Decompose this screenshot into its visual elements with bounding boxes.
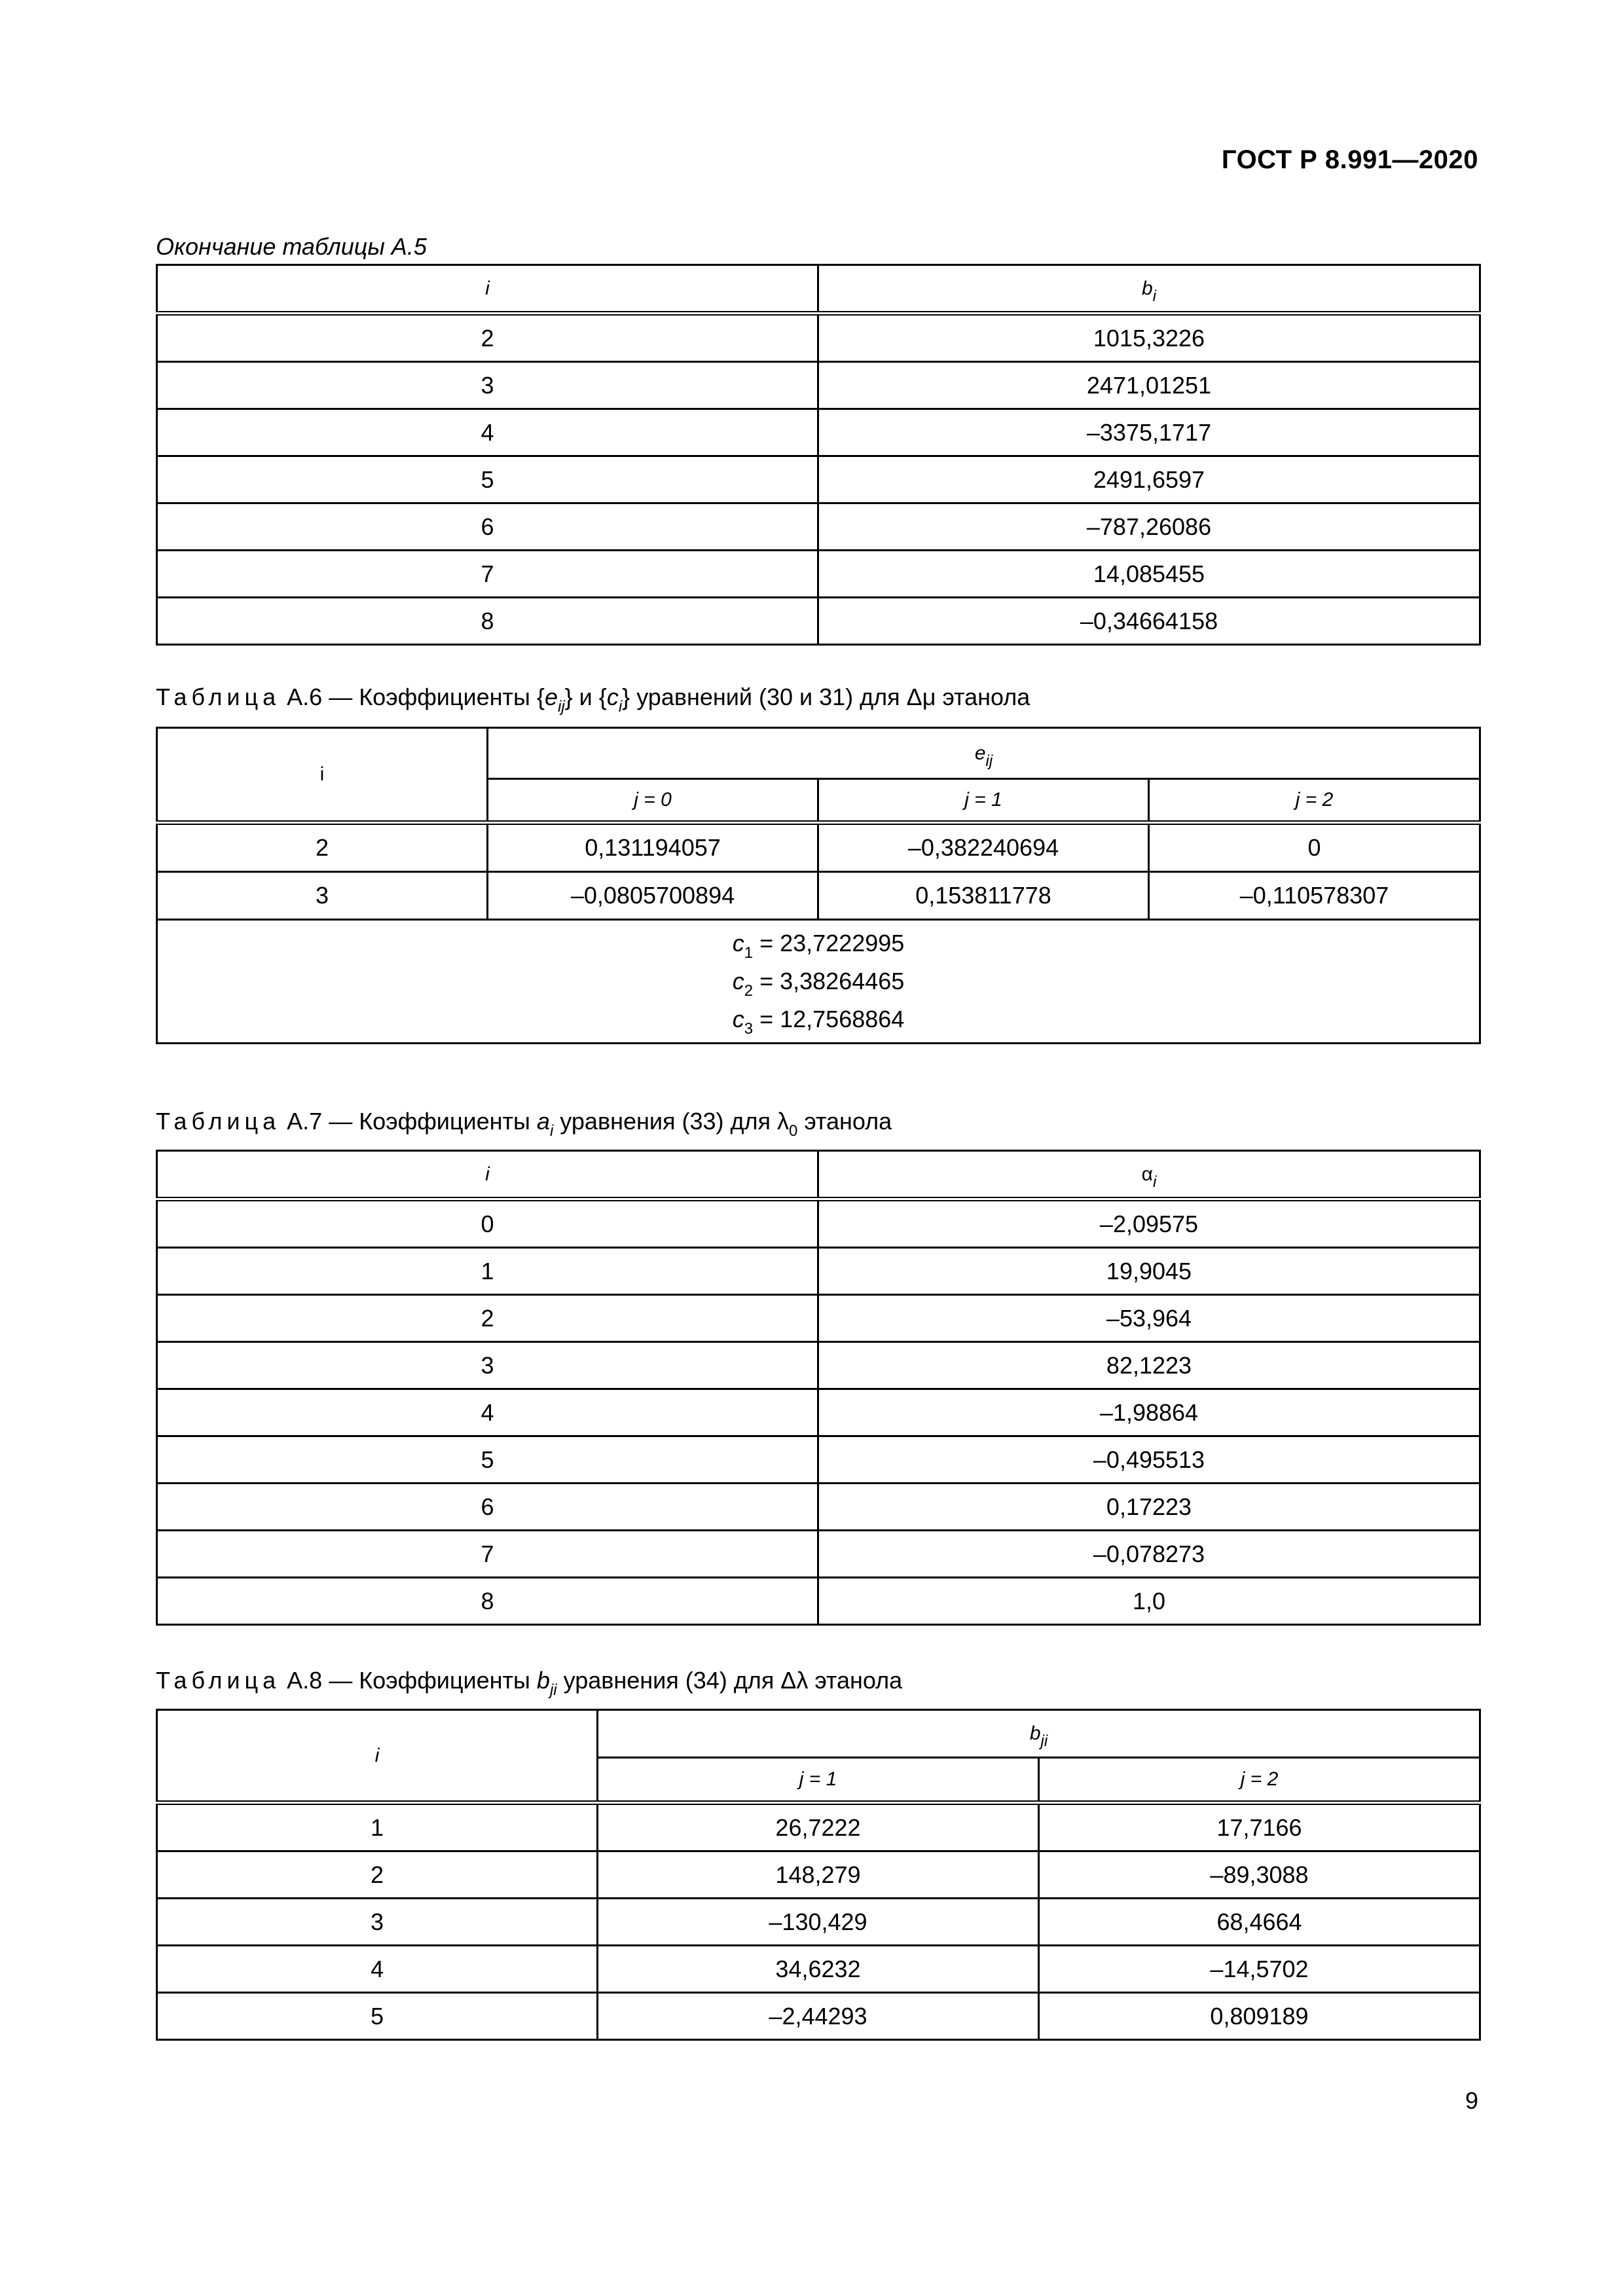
table-row <box>157 1389 1480 1436</box>
row-index-cell: 5 <box>157 1436 818 1484</box>
value-cell: –89,3088 <box>1039 1851 1480 1899</box>
table-a5-header <box>157 265 1480 314</box>
row-index-cell: 4 <box>157 1946 598 1993</box>
table-a5 <box>156 264 1481 646</box>
table-row <box>157 1946 1480 1993</box>
caption-label: Таблица <box>156 1108 281 1135</box>
subheader-j1: j = 1 <box>818 779 1149 823</box>
row-index-cell: 2 <box>157 823 488 872</box>
row-index-cell: 6 <box>157 1484 818 1531</box>
table-row <box>157 362 1480 409</box>
value-cell: –130,429 <box>598 1899 1039 1946</box>
column-header-alpha: $\alpha_i$ <box>818 1151 1480 1199</box>
row-index-cell: 6 <box>157 503 818 551</box>
column-header-i: i <box>157 1151 818 1199</box>
row-index-cell: 4 <box>157 1389 818 1436</box>
row-index-cell: 5 <box>157 1993 598 2040</box>
value-cell: 148,279 <box>598 1851 1039 1899</box>
table-row <box>157 1248 1480 1295</box>
row-index-cell: 7 <box>157 551 818 598</box>
value-cell: 2491,6597 <box>818 456 1480 503</box>
table-row <box>157 1342 1480 1389</box>
value-cell: 0,153811778 <box>818 872 1149 920</box>
document-header: ГОСТ Р 8.991—2020 <box>1221 145 1478 174</box>
table-row <box>157 823 1480 872</box>
column-header-i: i <box>157 728 488 823</box>
value-cell: –787,26086 <box>818 503 1480 551</box>
value-cell: –0,382240694 <box>818 823 1149 872</box>
row-index-cell: 1 <box>157 1248 818 1295</box>
table-row <box>157 598 1480 645</box>
table-a5-caption-text: Окончание таблицы А.5 <box>156 233 427 260</box>
table-row <box>157 1899 1480 1946</box>
row-index-cell: 3 <box>157 362 818 409</box>
table-row <box>157 1436 1480 1484</box>
value-cell: –1,98864 <box>818 1389 1480 1436</box>
column-header-b: $b_i$ <box>818 265 1480 314</box>
value-cell: –2,44293 <box>598 1993 1039 2040</box>
table-row <box>157 1531 1480 1578</box>
constant-c2: $c_2 = 3,38264465$ <box>732 968 905 1000</box>
value-cell: 0,17223 <box>818 1484 1480 1531</box>
row-index-cell: 3 <box>157 1899 598 1946</box>
value-cell: 17,7166 <box>1039 1803 1480 1851</box>
value-cell: 0,809189 <box>1039 1993 1480 2040</box>
constant-c1: $c_1 = 23,7222995$ <box>732 930 905 962</box>
row-index-cell: 7 <box>157 1531 818 1578</box>
value-cell: 2471,01251 <box>818 362 1480 409</box>
value-cell: 1,0 <box>818 1578 1480 1625</box>
caption-label: Таблица <box>156 683 281 710</box>
row-index-cell: 1 <box>157 1803 598 1851</box>
value-cell: 0,131194057 <box>488 823 818 872</box>
table-a7-header <box>157 1151 1480 1199</box>
table-a6-caption: Таблица А.6 — Коэффициенты $\{e_{ij}\}$ и $\{c_i\}$ уравнений (30 и 31) для Δμ этанола <box>156 683 1030 716</box>
constant-c3: $c_3 = 12,7568864$ <box>732 1006 905 1038</box>
table-a6 <box>156 727 1481 1044</box>
table-a8-caption: Таблица А.8 — Коэффициенты $b_{ji}$ уравнения (34) для Δλ этанола <box>156 1667 903 1699</box>
table-a8 <box>156 1709 1481 2041</box>
value-cell: –3375,1717 <box>818 409 1480 456</box>
value-cell: –53,964 <box>818 1295 1480 1342</box>
table-row <box>157 1484 1480 1531</box>
table-a7 <box>156 1150 1481 1626</box>
subheader-j2: j = 2 <box>1039 1758 1480 1803</box>
row-index-cell: 2 <box>157 1295 818 1342</box>
value-cell: 0 <box>1149 823 1480 872</box>
value-cell: 68,4664 <box>1039 1899 1480 1946</box>
value-cell: 14,085455 <box>818 551 1480 598</box>
value-cell: –2,09575 <box>818 1199 1480 1248</box>
subheader-j1: j = 1 <box>598 1758 1039 1803</box>
table-row <box>157 1295 1480 1342</box>
row-index-cell: 4 <box>157 409 818 456</box>
value-cell: 19,9045 <box>818 1248 1480 1295</box>
value-cell: –14,5702 <box>1039 1946 1480 1993</box>
row-index-cell: 2 <box>157 1851 598 1899</box>
row-index-cell: 5 <box>157 456 818 503</box>
value-cell: 82,1223 <box>818 1342 1480 1389</box>
table-row <box>157 1993 1480 2040</box>
table-a8-header <box>157 1710 1480 1758</box>
page-number: 9 <box>1465 2087 1478 2114</box>
value-cell: –0,110578307 <box>1149 872 1480 920</box>
row-index-cell: 8 <box>157 1578 818 1625</box>
value-cell: 34,6232 <box>598 1946 1039 1993</box>
caption-label: Таблица <box>156 1667 281 1694</box>
table-a6-constants-row <box>157 920 1480 1044</box>
value-cell: –0,078273 <box>818 1531 1480 1578</box>
subheader-j0: j = 0 <box>488 779 818 823</box>
table-a6-header <box>157 728 1480 779</box>
table-row <box>157 456 1480 503</box>
constants-cell <box>157 920 1480 1044</box>
value-cell: –0,495513 <box>818 1436 1480 1484</box>
table-row <box>157 1803 1480 1851</box>
table-a7-caption: Таблица А.7 — Коэффициенты $a_i$ уравнения (33) для $\lambda_0$ этанола <box>156 1108 892 1140</box>
row-index-cell: 8 <box>157 598 818 645</box>
subheader-j2: j = 2 <box>1149 779 1480 823</box>
table-a5-caption <box>156 233 427 261</box>
row-index-cell: 0 <box>157 1199 818 1248</box>
table-row <box>157 1851 1480 1899</box>
column-header-b: $b_{ji}$ <box>598 1710 1480 1758</box>
table-row <box>157 1578 1480 1625</box>
column-header-i: i <box>157 265 818 314</box>
row-index-cell: 3 <box>157 1342 818 1389</box>
table-row <box>157 551 1480 598</box>
value-cell: –0,34664158 <box>818 598 1480 645</box>
table-row <box>157 1199 1480 1248</box>
table-row <box>157 872 1480 920</box>
row-index-cell: 3 <box>157 872 488 920</box>
column-header-i: i <box>157 1710 598 1803</box>
column-header-e: $e_{ij}$ <box>488 728 1480 779</box>
value-cell: 26,7222 <box>598 1803 1039 1851</box>
table-row <box>157 409 1480 456</box>
value-cell: 1015,3226 <box>818 314 1480 362</box>
value-cell: –0,0805700894 <box>488 872 818 920</box>
row-index-cell: 2 <box>157 314 818 362</box>
table-row <box>157 503 1480 551</box>
table-row <box>157 314 1480 362</box>
